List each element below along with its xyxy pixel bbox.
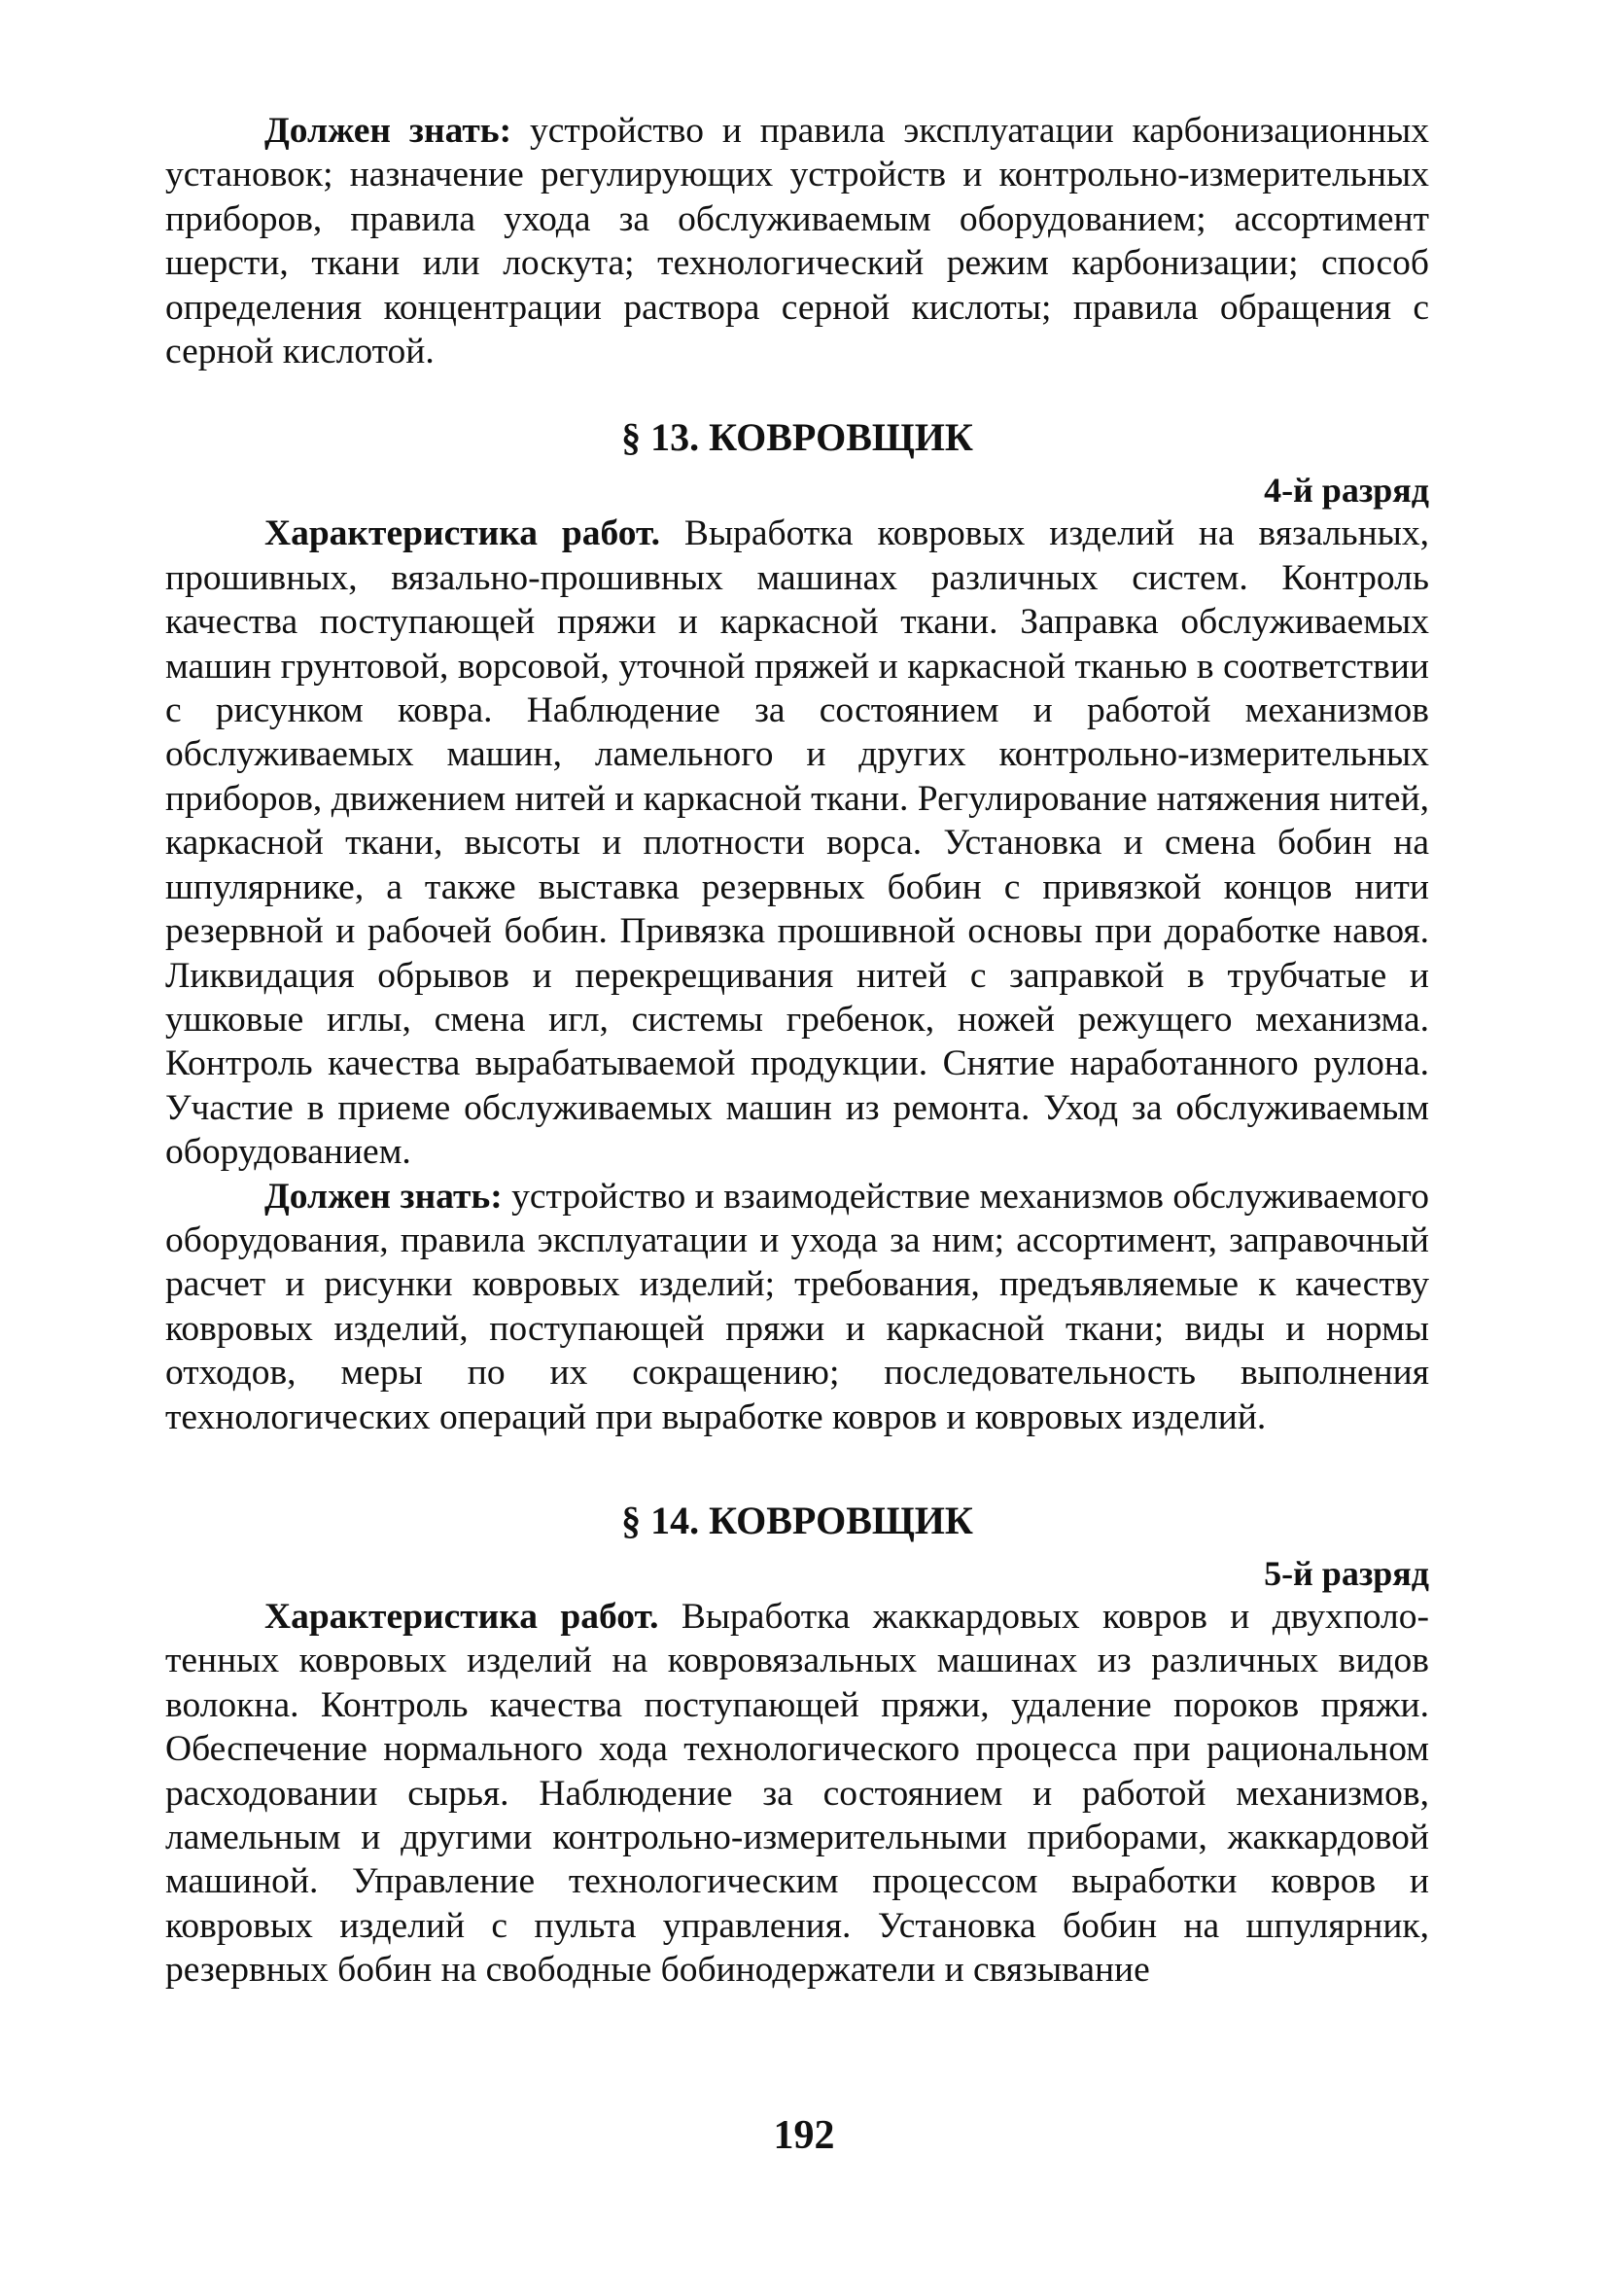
section-14-grade: 5-й разряд: [1264, 1553, 1429, 1593]
section-13-knowledge-lead: Должен знать:: [264, 1176, 503, 1217]
section-13-knowledge-text: устройство и взаимодействие механизмов обслуживаемого оборудования, правила эксплуатации и ухода за ним; ассортимент, заправочный расчет и рисунки ковровых изделий; требования, предъявляемые к качеству ковровых изделий, поступающей пряжи и каркасной ткани; виды и нормы отходов, меры по их сокращению; последовательность выполнения технологических операций при выработке ковров и ковровых изделий.: [165, 1176, 1429, 1437]
intro-text: устройство и правила эксплуатации карбонизационных установок; назначение регулирующих устройств и контрольно-измерительных приборов, правила ухода за обслуживаемым оборудованием; ассортимент шерсти, ткани или лоскута; технологический режим карбонизации; способ определения концентрации раствора серной кислоты; правила обращения с серной кислотой.: [165, 111, 1429, 372]
intro-paragraph: [165, 109, 1429, 373]
section-13-characteristics-paragraph: [165, 512, 1429, 1174]
section-13-knowledge-paragraph: [165, 1175, 1429, 1439]
page-number: 192: [773, 2113, 835, 2158]
intro-lead: Должен знать:: [264, 111, 512, 151]
section-13-title: § 13. КОВРОВЩИК: [621, 415, 973, 460]
section-14-characteristics-lead: Характеристика работ.: [264, 1596, 659, 1637]
section-13-characteristics-text: Выработка ковровых изделий на вязальных, прошивных, вязально-прошивных машинах различных систем. Контроль качества поступающей пряжи и каркасной ткани. Заправка обслуживаемых машин грунтовой, ворсовой, уточной пряжей и каркасной тканью в соответствии с рисунком ковра. Наблюдение за состоянием и работой механизмов обслуживаемых машин, ламельного и других контрольно-измерительных приборов, движением нитей и каркасной ткани. Регулирование натяжения нитей, каркасной ткани, высоты и плотности ворса. Установка и смена бобин на шпулярнике, а также выставка резервных бобин с привязкой концов нити резервной и рабочей бобин. Привязка прошивной основы при доработке навоя. Ликвидация обрывов и перекрещивания нитей с заправкой в трубчатые и ушковые иглы, смена игл, системы гребенок, ножей режущего механизма. Контроль качества вырабатываемой продукции. Снятие наработанного рулона. Участие в приеме обслуживаемых машин из ремонта. Уход за обслуживаемым оборудованием.: [165, 513, 1429, 1173]
section-14-characteristics-text: Выработка жаккардовых ковров и двухполотенных ковровых изделий на ковровязальных машинах из различных видов волокна. Контроль качества поступающей пряжи, удаление пороков пряжи. Обеспечение нормального хода технологического процесса при рациональном расходовании сырья. Наблюдение за состоянием и работой механизмов, ламельным и другими контрольно-измерительными приборами, жаккардовой машиной. Управление технологическим процессом выработки ковров и ковровых изделий с пульта управления. Установка бобин на шпулярник, резервных бобин на свободные бобинодержатели и связывание: [165, 1596, 1430, 1991]
section-14-title: § 14. КОВРОВЩИК: [621, 1498, 973, 1542]
section-13-characteristics-lead: Характеристика работ.: [264, 513, 661, 554]
document-page: [165, 109, 1429, 1993]
section-14-characteristics-paragraph: [165, 1595, 1429, 1993]
section-13-grade: 4-й разряд: [1264, 471, 1429, 511]
